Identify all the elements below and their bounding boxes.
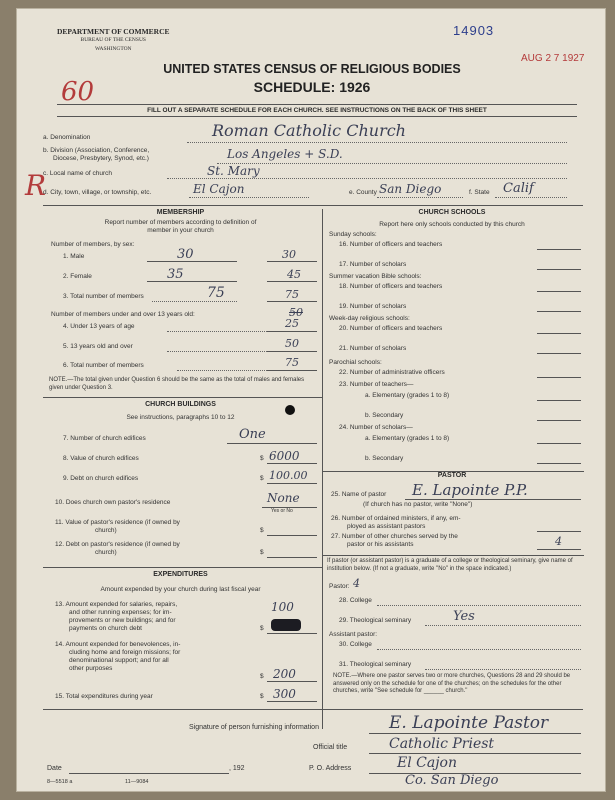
po-address-label: P. O. Address (309, 765, 352, 772)
official-title-line (369, 753, 581, 754)
q19-label: 19. Number of scholars (339, 303, 407, 310)
official-title-value: Catholic Priest (389, 736, 495, 752)
po-address-value-2: Co. San Diego (405, 773, 499, 788)
ink-blot (285, 405, 295, 415)
q8-line (267, 463, 317, 464)
divider-footer (43, 709, 583, 710)
column-divider (322, 209, 323, 729)
county-line (377, 197, 463, 198)
q4-label: 4. Under 13 years of age (63, 323, 135, 330)
city-value: El Cajon (193, 182, 245, 196)
q2-line-2 (267, 281, 317, 282)
q29-label: 29. Theological seminary (339, 617, 412, 624)
division-line (217, 163, 567, 164)
q13-label-d: payments on church debt (69, 625, 142, 632)
denomination-value: Roman Catholic Church (212, 121, 406, 140)
city-label: d. City, town, village, or township, etc. (43, 189, 152, 196)
form-number: 8—5518 a (47, 779, 73, 785)
q13-dollar: $ (260, 625, 264, 632)
q11-label: 11. Value of pastor's residence (if owned by (55, 519, 180, 526)
q1-value-2: 30 (282, 248, 296, 261)
assistant-label: Assistant pastor: (329, 631, 378, 638)
expenditures-heading: EXPENDITURES (153, 571, 208, 578)
q14-dollar: $ (260, 673, 264, 680)
q22-label: 22. Number of administrative officers (339, 369, 445, 376)
q10-hint: Yes or No (271, 508, 293, 514)
q14-label-d: other purposes (69, 665, 113, 672)
q16-line (537, 249, 581, 250)
q24a-line (537, 443, 581, 444)
q14-label-c: denominational support; and for all (69, 657, 169, 664)
q21-line (537, 353, 581, 354)
signature-line (369, 733, 581, 734)
sunday-label: Sunday schools: (329, 231, 377, 238)
q20-label: 20. Number of officers and teachers (339, 325, 443, 332)
date-year: , 192 (229, 765, 245, 772)
membership-heading: MEMBERSHIP (156, 209, 205, 216)
q29-line (425, 625, 581, 626)
q2-line-1 (147, 281, 237, 282)
q2-label: 2. Female (63, 273, 92, 280)
q25-line (405, 499, 581, 500)
q9-label: 9. Debt on church edifices (63, 475, 139, 482)
q9-line (267, 483, 317, 484)
q15-label: 15. Total expenditures during year (55, 693, 153, 700)
divider-buildings (43, 397, 322, 398)
q7-line (227, 443, 317, 444)
graduate-note: If pastor (or assistant pastor) is a graduate of a college or theological seminary, give name of institution below. (If not a graduate, write "No" in the space indicated.) (327, 558, 573, 572)
official-title-label: Official title (313, 744, 348, 751)
q23b-label: b. Secondary (365, 412, 404, 419)
q10-label: 10. Does church own pastor's residence (55, 499, 171, 506)
q4-line-2 (267, 331, 317, 332)
weekday-label: Week-day religious schools: (329, 315, 410, 322)
q27-label-a: 27. Number of other churches served by the (331, 533, 458, 540)
denomination-label: a. Denomination (43, 134, 91, 141)
schools-sub: Report here only schools conducted by this church (379, 221, 525, 228)
division-value: Los Angeles + S.D. (227, 147, 343, 161)
form-title: UNITED STATES CENSUS OF RELIGIOUS BODIES (163, 62, 461, 76)
q6-line (177, 370, 267, 371)
pastor-heading: PASTOR (437, 472, 467, 479)
q9-value: 100.00 (269, 469, 308, 482)
q2-value-2: 45 (287, 268, 301, 281)
county-value: San Diego (379, 182, 442, 196)
print-number: 11—9084 (125, 779, 149, 785)
q15-value: 300 (273, 687, 296, 701)
date-line (69, 773, 229, 774)
q17-line (537, 269, 581, 270)
q11-line (267, 535, 317, 536)
q16-label: 16. Number of officers and teachers (339, 241, 443, 248)
q31-line (425, 669, 581, 670)
q9-dollar: $ (260, 475, 264, 482)
q13-value: 100 (271, 600, 294, 614)
q3-value-2: 75 (285, 288, 299, 301)
q12-label-2: church) (95, 549, 117, 556)
division-label: b. Division (Association, Conference, (43, 147, 150, 154)
q28-label: 28. College (339, 597, 372, 604)
q7-value: One (239, 427, 266, 442)
local-name-label: c. Local name of church (43, 170, 113, 177)
section-divider (43, 205, 583, 206)
q11-dollar: $ (260, 527, 264, 534)
q12-line (267, 557, 317, 558)
denomination-line (187, 142, 567, 143)
q4-value: 25 (285, 317, 299, 330)
state-value: Calif (503, 181, 534, 196)
q20-line (537, 333, 581, 334)
state-line (495, 197, 567, 198)
q15-line (267, 701, 317, 702)
red-mark-60: 60 (61, 77, 95, 107)
buildings-sub: See instructions, paragraphs 10 to 12 (126, 414, 235, 421)
q1-line-2 (267, 261, 317, 262)
q14-line (267, 681, 317, 682)
q31-label: 31. Theological seminary (339, 661, 412, 668)
po-address-value-1: El Cajon (397, 755, 457, 771)
q26-line (537, 531, 581, 532)
q8-label: 8. Value of church edifices (63, 455, 139, 462)
q1-label: 1. Male (63, 253, 85, 260)
q25-value: E. Lapointe P.P. (412, 481, 528, 499)
q25-label: 25. Name of pastor (331, 491, 387, 498)
q24-label: 24. Number of scholars— (339, 424, 413, 431)
q29-value: Yes (453, 609, 475, 624)
department-block (57, 27, 170, 54)
membership-note: NOTE.—The total given under Question 6 should be the same as the total of males and females given under Question 3. (49, 377, 305, 391)
q18-line (537, 291, 581, 292)
q10-value: None (267, 491, 300, 505)
q6-label: 6. Total number of members (63, 362, 144, 369)
q24b-line (537, 463, 581, 464)
signature-label: Signature of person furnishing information (189, 724, 319, 731)
state-label: f. State (469, 189, 490, 196)
q25-hint: (If church has no pastor, write "None") (363, 501, 473, 508)
q12-dollar: $ (260, 549, 264, 556)
city-line (189, 197, 309, 198)
summer-label: Summer vacation Bible schools: (329, 273, 422, 280)
local-name-line (167, 178, 567, 179)
census-schedule-sheet (16, 8, 606, 792)
q5-label: 5. 13 years old and over (63, 343, 133, 350)
q5-line-2 (267, 351, 317, 352)
age-label: Number of members under and over 13 years old: (51, 311, 195, 318)
serial-number: 14903 (453, 23, 495, 38)
q30-line (377, 649, 581, 650)
bureau-name: BUREAU OF THE CENSUS (80, 37, 146, 43)
q26-label-b: ployed as assistant pastors (347, 523, 426, 530)
q22-line (537, 377, 581, 378)
q12-label: 12. Debt on pastor's residence (if owned by (55, 541, 180, 548)
q6-line-2 (267, 370, 317, 371)
q23-label: 23. Number of teachers— (339, 381, 414, 388)
county-label: e. County (349, 189, 377, 196)
q13-label-a: 13. Amount expended for salaries, repairs, (55, 601, 178, 608)
instructions-banner: FILL OUT A SEPARATE SCHEDULE FOR EACH CHURCH. SEE INSTRUCTIONS ON THE BACK OF THIS SHEET (57, 104, 577, 117)
q14-label-b: cluding home and foreign missions; for (69, 649, 181, 656)
q1-value-1: 30 (177, 247, 194, 262)
q23b-line (537, 420, 581, 421)
q13-label-c: provements or new buildings; and for (69, 617, 176, 624)
q13-label-b: and other running expenses; for im- (69, 609, 172, 616)
q21-label: 21. Number of scholars (339, 345, 407, 352)
pastor-note: NOTE.—Where one pastor serves two or more churches, Questions 28 and 29 should be answered only on the schedule for one of the churches; on the schedules for the other churches, write "See schedule for ______ church." (333, 673, 571, 694)
schools-heading: CHURCH SCHOOLS (418, 209, 486, 216)
q23a-line (537, 400, 581, 401)
q6-value: 75 (285, 356, 299, 369)
buildings-heading: CHURCH BUILDINGS (145, 401, 216, 408)
q28-line (377, 605, 581, 606)
bureau-city: WASHINGTON (94, 46, 132, 52)
q7-label: 7. Number of church edifices (63, 435, 146, 442)
q30-label: 30. College (339, 641, 372, 648)
age-value: 50 (289, 306, 303, 319)
q19-line (537, 311, 581, 312)
q8-dollar: $ (260, 455, 264, 462)
red-mark-r: R (25, 169, 47, 202)
q27-label-b: pastor or his assistants (347, 541, 414, 548)
divider-graduate (322, 555, 584, 556)
q5-value: 50 (285, 337, 299, 350)
q3-value-1: 75 (207, 285, 225, 301)
q2-value-1: 35 (167, 267, 184, 282)
q4-line (167, 331, 267, 332)
department-name: DEPARTMENT OF COMMERCE (57, 27, 170, 36)
signature-value: E. Lapointe Pastor (389, 713, 549, 733)
q8-value: 6000 (269, 449, 300, 463)
by-sex-label: Number of members, by sex: (51, 241, 135, 248)
q26-label-a: 26. Number of ordained ministers, if any, em- (331, 515, 461, 522)
q27-value: 4 (555, 535, 562, 548)
division-label-2: Diocese, Presbytery, Synod, etc.) (53, 155, 149, 162)
q14-value: 200 (273, 667, 296, 681)
date-label: Date (47, 765, 62, 772)
divider-expenditures (43, 567, 322, 568)
pastor-mark: 4 (353, 577, 360, 590)
q3-label: 3. Total number of members (63, 293, 144, 300)
q27-line (537, 549, 581, 550)
membership-sub-1: Report number of members according to definition of (104, 219, 257, 226)
q17-label: 17. Number of scholars (339, 261, 407, 268)
pastor-label: Pastor: (329, 583, 350, 590)
parochial-label: Parochial schools: (329, 359, 382, 366)
q13-line (267, 633, 317, 634)
q3-line-1 (152, 301, 237, 302)
q11-label-2: church) (95, 527, 117, 534)
date-stamp: AUG 2 7 1927 (521, 53, 585, 64)
membership-sub-2: member in your church (147, 227, 214, 234)
q23a-label: a. Elementary (grades 1 to 8) (365, 392, 450, 399)
q13-ink-blot (271, 619, 301, 631)
local-name-value: St. Mary (207, 164, 260, 178)
q14-label-a: 14. Amount expended for benevolences, in- (55, 641, 181, 648)
q18-label: 18. Number of officers and teachers (339, 283, 443, 290)
schedule-title: SCHEDULE: 1926 (253, 79, 371, 95)
q3-line-2 (267, 301, 317, 302)
q24b-label: b. Secondary (365, 455, 404, 462)
q15-dollar: $ (260, 693, 264, 700)
q5-line (167, 351, 267, 352)
expenditures-sub: Amount expended by your church during last fiscal year (100, 586, 261, 593)
q24a-label: a. Elementary (grades 1 to 8) (365, 435, 450, 442)
